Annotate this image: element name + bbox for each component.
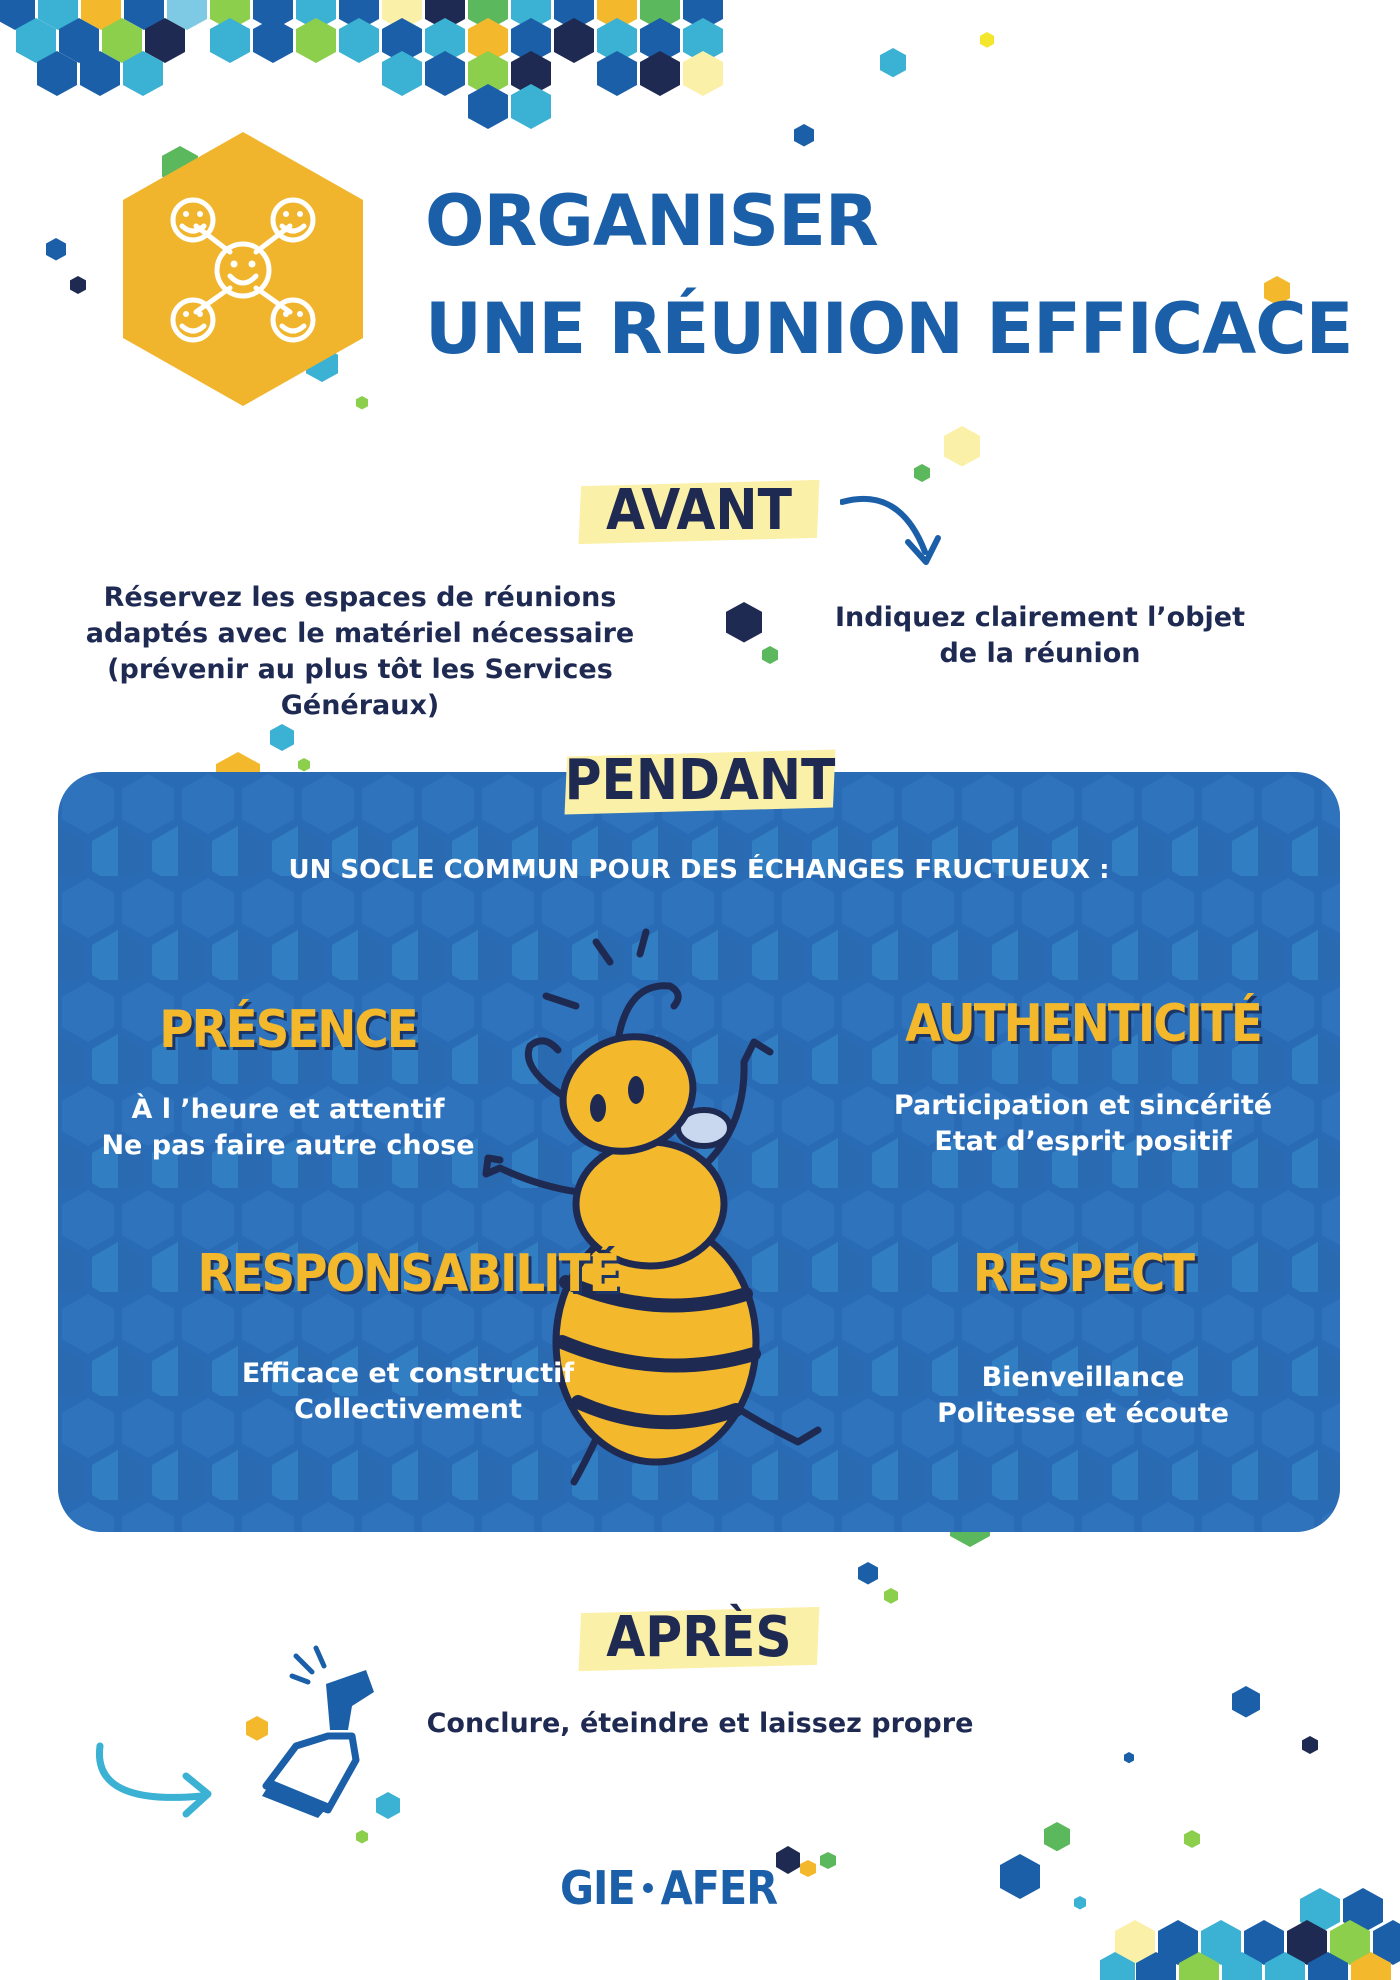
- logo-dot: [643, 1883, 653, 1893]
- section-label-avant: [580, 475, 818, 545]
- avant-left-text: Réservez les espaces de réunions adaptés avec le matériel nécessaire (prévenir au plus tôt les Services Généraux): [85, 582, 635, 721]
- avant-label: AVANT: [606, 477, 792, 543]
- apres-label: APRÈS: [606, 1604, 792, 1670]
- curved-arrow-icon: [840, 490, 950, 580]
- virtue-title-responsabilite: RESPONSABILITÉ: [197, 1244, 619, 1304]
- section-label-apres: [580, 1602, 818, 1672]
- virtue-text-authenticite: Participation et sincérité Etat d’esprit positif: [893, 1090, 1273, 1157]
- virtue-title-authenticite: AUTHENTICITÉ: [905, 994, 1261, 1054]
- virtue-text-responsabilite: Efficace et constructif Collectivement: [241, 1358, 575, 1425]
- gie-afer-logo: [560, 1858, 777, 1918]
- pendant-panel: [58, 772, 1340, 1532]
- pendant-label: PENDANT: [564, 747, 836, 813]
- hex-pattern-bottom: [1100, 1880, 1400, 1980]
- spray-bottle-icon: [256, 1640, 386, 1820]
- logo-right: AFER: [660, 1861, 778, 1915]
- apres-text: Conclure, éteindre et laissez propre: [426, 1708, 974, 1739]
- pendant-subtitle: UN SOCLE COMMUN POUR DES ÉCHANGES FRUCTUEUX :: [288, 855, 1110, 885]
- page-title-line1: ORGANISER: [425, 180, 878, 262]
- logo-hex-accent: [776, 1846, 846, 1886]
- team-network-icon: [118, 130, 368, 410]
- virtue-title-respect: RESPECT: [972, 1244, 1194, 1304]
- avant-right-text: Indiquez clairement l’objet de la réunion: [834, 602, 1246, 669]
- section-label-pendant: [566, 745, 834, 815]
- logo-left: GIE: [560, 1861, 635, 1915]
- curved-arrow-icon: [92, 1736, 222, 1826]
- virtue-text-presence: À l ’heure et attentif Ne pas faire autre chose: [101, 1094, 475, 1161]
- page-title-line2: UNE RÉUNION EFFICACE: [425, 288, 1353, 370]
- virtue-title-presence: PRÉSENCE: [159, 1000, 417, 1060]
- virtue-text-respect: Bienveillance Politesse et écoute: [937, 1362, 1229, 1429]
